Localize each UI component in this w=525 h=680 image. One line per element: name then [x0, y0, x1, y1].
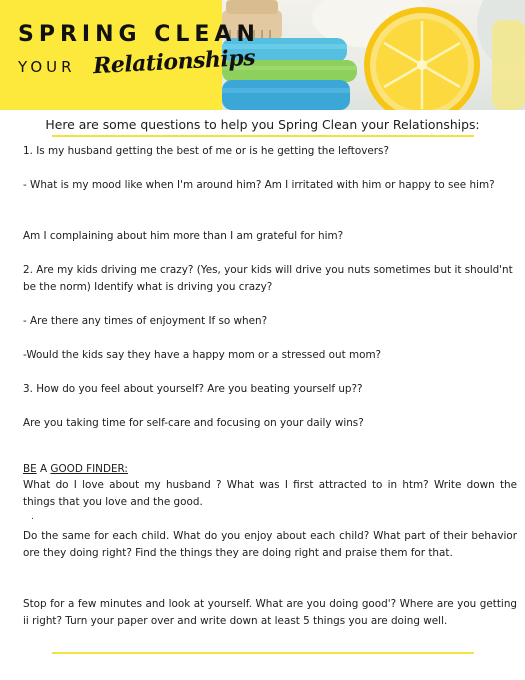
- good-finder-husband: What do I love about my husband ? What was I first attracted to in htm? Write down the things that you love and the good.: [23, 479, 517, 508]
- title-your: YOUR: [18, 58, 76, 76]
- heading-good-finder: GOOD FINDER:: [50, 463, 128, 475]
- intro-heading: Here are some questions to help you Spring Clean your Relationships:: [45, 117, 480, 132]
- good-finder-yourself: Stop for a few minutes and look at yourself. What are you doing good'? Where are you getting ii right? Turn your paper over and write down at least 5 things you are doing well.: [23, 598, 517, 627]
- divider-top: [52, 135, 474, 137]
- question-3-self-care: Are you taking time for self-care and focusing on your daily wins?: [23, 417, 364, 429]
- divider-bottom: [52, 652, 474, 654]
- question-3: 3. How do you feel about yourself? Are you beating yourself up??: [23, 383, 363, 395]
- good-finder-children: Do the same for each child. What do you enjoy about each child? What part of their behavior ore they doing right? Find the things they are doing right and praise them for that.: [23, 530, 517, 559]
- question-1-complaining: Am I complaining about him more than I am grateful for him?: [23, 230, 344, 242]
- title-spring-clean: SPRING CLEAN: [18, 22, 260, 47]
- title-relationships: Relationships: [92, 44, 256, 80]
- header-photo: [222, 0, 525, 110]
- heading-be: BE: [23, 463, 37, 475]
- header-banner: [0, 0, 525, 110]
- question-2-enjoyment: - Are there any times of enjoyment If so when?: [23, 315, 268, 327]
- question-2: 2. Are my kids driving me crazy? (Yes, your kids will drive you nuts sometimes but it should'nt be the norm) Identify what is driving you crazy?: [23, 264, 513, 293]
- stray-dot: .: [31, 512, 34, 522]
- heading-a: A: [36, 463, 51, 475]
- question-1-mood: - What is my mood like when I'm around him? Am I irritated with him or happy to see him?: [23, 179, 495, 191]
- photo-illustration: [222, 0, 525, 110]
- question-2-kids-say: -Would the kids say they have a happy mom or a stressed out mom?: [23, 349, 382, 361]
- question-1: 1. Is my husband getting the best of me or is he getting the leftovers?: [23, 145, 389, 157]
- good-finder-heading: [23, 461, 128, 478]
